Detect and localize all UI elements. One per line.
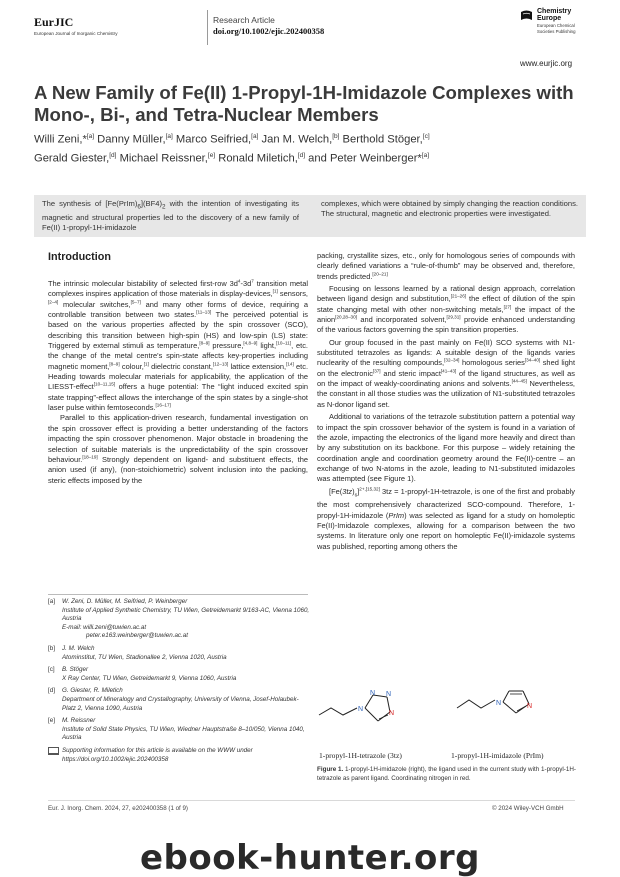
body-text: The perceived potential is based on the various properties affected by the spin crossover (SCO), describing this transition between high-spin (HS) and low-spin (LS) state: Triggered by external stimuli as temperature,: [48, 310, 308, 351]
publisher-sub-line1: European Chemical: [537, 23, 575, 28]
affiliation-institution: Institute of Solid State Physics, TU Wien, Wiedner Hauptstraße 8–10/050, Vienna 1040, Austria: [62, 725, 305, 742]
body-text: provide enhanced understanding of the various factors governing the spin transition properties.: [317, 315, 575, 335]
publisher-name-line1: Chemistry: [537, 8, 572, 15]
author-line-1: [34, 129, 594, 148]
body-text: sensors,: [277, 289, 308, 299]
abstract-box: [34, 195, 586, 237]
figure-1: [317, 688, 575, 760]
affiliation-e: [48, 717, 310, 743]
author-name: Jan M. Welch,: [258, 133, 333, 146]
affiliation-d: [48, 687, 310, 713]
publisher-name-line2: Europe: [537, 15, 562, 22]
article-doi-link[interactable]: doi.org/10.1002/ejic.202400358: [213, 26, 325, 36]
propyl-chain: [457, 700, 495, 708]
citation-ref[interactable]: ,[15,32]: [364, 486, 380, 492]
affiliation-names: W. Zeni, D. Müller, M. Seifried, P. Weinberger: [62, 598, 188, 605]
affiliation-label: [a]: [48, 598, 55, 605]
citation-ref[interactable]: [16–17]: [155, 402, 171, 408]
author-affiliation-ref: [a]: [251, 133, 259, 140]
footer-citation: Eur. J. Inorg. Chem. 2024, 27, e202400358 (1 of 9): [48, 805, 188, 812]
body-text: ): [352, 486, 355, 496]
subscript: 6: [354, 492, 358, 498]
watermark-text: ebook-hunter.org: [139, 838, 481, 877]
affiliation-email-link[interactable]: E-mail: willi.zeni@tuwien.ac.at: [62, 623, 147, 631]
header-divider: [207, 10, 208, 45]
body-text: dielectric constant,: [148, 361, 213, 371]
body-text: colour,: [119, 361, 144, 371]
body-text: [Fe(: [329, 486, 343, 496]
superscript: 7: [251, 278, 254, 284]
journal-header: [34, 15, 118, 36]
affiliation-names: J. M. Welch: [62, 644, 95, 652]
supporting-information-note: [48, 747, 310, 764]
body-text: of the ligand structures, as well as on the impact of weakly-coordinating anions and solvents.: [317, 368, 575, 389]
figure-label-imidazole: 1-propyl-1H-imidazole (PrIm): [451, 751, 544, 760]
author-affiliation-ref: [d]: [109, 152, 117, 160]
citation-ref[interactable]: [10–11,15]: [93, 381, 116, 387]
affiliation-label: [c]: [48, 666, 55, 674]
body-text: Our group focused in the past mainly on Fe(II) SCO systems with N1-substituted tetrazoles as ligands: A suitable design of the ligands varies nuclearity of the resulting compounds,: [317, 337, 575, 368]
citation-ref[interactable]: [20,28–30]: [335, 314, 357, 320]
tetrazole-ring: [365, 695, 390, 721]
body-text: etc. Heading towards molecular materials for applicability, the application of the LIESST-effect: [48, 361, 309, 392]
affiliation-names: G. Giester, R. Miletich: [62, 687, 123, 695]
affiliation-label: [d]: [48, 687, 55, 695]
abstract-subscript: 2: [162, 203, 166, 211]
affiliation-a: [48, 598, 310, 641]
author-affiliation-ref: [d]: [297, 152, 306, 160]
body-text: Focusing on lessons learned by a rational design approach, correlation between ligand design and substitution,: [317, 284, 575, 304]
author-affiliation-ref: [c]: [422, 133, 430, 140]
affiliation-c: [48, 666, 310, 683]
citation-ref[interactable]: [18–19]: [82, 454, 98, 460]
citation-ref[interactable]: [14]: [286, 361, 294, 367]
body-text: pressure,: [209, 341, 244, 351]
affiliation-b: [48, 645, 310, 662]
author-name: Willi Zeni,*: [34, 133, 87, 146]
body-text: the impact of the anion: [317, 304, 575, 325]
citation-ref[interactable]: [1]: [143, 361, 149, 367]
citation-ref[interactable]: [12–13]: [212, 361, 229, 367]
intro-paragraph-2: [48, 413, 308, 485]
figure-label-tetrazole: 1-propyl-1H-tetrazole (3tz): [319, 751, 402, 760]
citation-ref[interactable]: [8–9]: [109, 361, 120, 367]
body-text: The intrinsic molecular bistability of selected first-row 3d: [48, 279, 238, 288]
author-affiliation-ref: [a]: [165, 133, 173, 140]
chemistry-europe-logo[interactable]: [520, 8, 575, 34]
figure-caption-label: Figure 1.: [317, 766, 344, 773]
affiliation-email-link[interactable]: peter.e163.weinberger@tuwien.ac.at: [86, 632, 189, 640]
journal-site-link[interactable]: www.eurjic.org: [520, 59, 573, 68]
affiliations: [48, 598, 310, 768]
intro-paragraph-3: [317, 251, 575, 282]
body-text: -3d: [240, 279, 252, 288]
citation-ref[interactable]: [10–11]: [276, 340, 292, 346]
body-text: and incorporated solvent,: [356, 315, 447, 325]
superscript: 4: [237, 278, 241, 284]
coordinating-nitrogen-label: N: [389, 710, 395, 717]
body-text: transition metal complexes inspires application of those materials in display-devices,: [48, 279, 309, 299]
coordinating-nitrogen-label: N: [527, 703, 533, 710]
body-text-italic: 3tz: [342, 486, 353, 496]
author-affiliation-ref: [a]: [86, 133, 95, 140]
body-text: offers a huge potential: The “light induced excited spin state trapping”-effect allows the interchange of the spin states by a single-shot laser pulse within femtoseconds.: [48, 382, 308, 413]
body-text: homologous series: [459, 358, 525, 368]
body-right-column: [317, 251, 575, 552]
body-text: shed light on the electronic: [317, 358, 576, 378]
citation-ref[interactable]: [11–13]: [196, 309, 212, 315]
body-text: , etc. the change of the metal centre's spin-state affects key-properties including magnetic moment,: [48, 341, 308, 371]
affiliation-divider: [48, 594, 308, 595]
author-line-2: [34, 148, 594, 167]
ring-nitrogen-label: N: [496, 700, 502, 707]
publisher-sub-line2: Societies Publishing: [537, 29, 576, 34]
citation-ref[interactable]: [21–26]: [450, 293, 467, 299]
affiliation-institution: Atominstitut, TU Wien, Stadionallee 2, Vienna 1020, Austria: [62, 653, 227, 661]
imidazole-ring: [503, 691, 529, 713]
author-list: [34, 129, 594, 167]
body-text: packing, crystallite sizes, etc., only for homologous series of compounds with clearly defined variations a “rule-of-thumb” may be observed and, therefore, trends predicted.: [317, 251, 575, 281]
intro-paragraph-7: [317, 487, 575, 553]
superscript: 2+: [359, 486, 365, 492]
laptop-icon: [48, 747, 62, 764]
body-text: 3tz = 1-propyl-1H-tetrazole, is one of the first and probably the most comprehensively characterized SCO-compound. Therefore, 1-propyl-1H-imidazole (: [317, 486, 575, 520]
author-name: and Peter Weinberger*: [305, 152, 422, 165]
intro-paragraph-1: [48, 279, 308, 413]
figure-caption-text: 1-propyl-1H-imidazole (right), the ligand used in the current study with 1-propyl-1H-tetrazole as parent ligand. Coordinating nitrogen in red.: [317, 766, 576, 782]
citation-ref[interactable]: [4,8–9]: [243, 340, 258, 346]
section-heading-introduction: Introduction: [48, 251, 111, 263]
citation-ref[interactable]: [29,31]: [446, 314, 461, 320]
ring-nitrogen-label: N: [370, 690, 376, 697]
figure-caption: [317, 766, 577, 783]
body-text: and steric impact: [380, 368, 441, 378]
footer-copyright: © 2024 Wiley-VCH GmbH: [492, 805, 564, 812]
citation-ref[interactable]: [20–21]: [372, 271, 388, 277]
author-name: Danny Müller,: [94, 133, 166, 146]
author-affiliation-ref: [b]: [332, 133, 340, 140]
body-text: the effect of dilution of the spin state changing metal with other non-switching metals,: [317, 294, 575, 314]
body-text: Nevertheless, the constant in all those studies was the utilization of N1-substituted tetrazoles as N-donor ligand set.: [317, 379, 575, 409]
citation-ref[interactable]: [5–7]: [130, 299, 141, 305]
citation-ref[interactable]: [34–40]: [524, 357, 541, 363]
affiliation-label: [b]: [48, 644, 55, 652]
abstract-left-column: [42, 199, 299, 233]
author-name: Michael Reissner,: [116, 152, 208, 165]
abstract-text: with the intention of investigating its magnetic and structural properties led to the discovery of a new family of Fe(II) 1-propyl-1H-imidazole: [42, 199, 299, 233]
article-header: [213, 15, 324, 36]
body-text: ]: [357, 486, 360, 496]
body-text: Additional to variations of the tetrazole substitution pattern a potential way to impact the spin crossover behavior of the system is found in a variation of the azole, impacting the electronics of the ligand more heavily and direct than by any substitution on its backbone. For this purpose – widely retaining the coordination angle and coordination geometry around the Fe(II)-centre – an exchange of two N-atoms in the azole, leading to N1-substituted imidazoles was attempted (see Figure 1).: [317, 412, 575, 484]
abstract-text: ](BF4): [140, 199, 163, 208]
supporting-information-link[interactable]: Supporting information for this article is available on the WWW under https://doi.org/10.1002/ejic.202400358: [62, 746, 253, 763]
author-name: Gerald Giester,: [34, 152, 110, 165]
journal-abbr: EurJIC: [34, 15, 74, 29]
ring-nitrogen-label: N: [358, 706, 364, 713]
abstract-subscript: 6: [137, 203, 141, 211]
citation-ref[interactable]: [1]: [272, 288, 278, 294]
citation-ref[interactable]: [41–43]: [440, 368, 457, 374]
affiliation-label: [e]: [48, 717, 55, 725]
body-text: ) was selected as ligand for a study on homoleptic Fe(II)-Imidazole complexes, allowing for a comparison between the two systems. In literature only one report on homoleptic Fe(II)-imidazole systems was published, reporting among others the: [317, 510, 575, 551]
author-name: Marco Seifried,: [172, 133, 252, 146]
citation-ref[interactable]: [37]: [372, 368, 381, 374]
intro-paragraph-6: [317, 412, 575, 484]
citation-ref[interactable]: [2–4]: [48, 299, 59, 305]
affiliation-institution: Department of Mineralogy and Crystallography, University of Vienna, Josef-Holaubek-Platz 2, Vienna 1090, Austria: [62, 695, 299, 712]
author-affiliation-ref: [e]: [207, 152, 216, 160]
footer-divider: [48, 800, 575, 801]
body-left-column: [48, 279, 308, 486]
body-text: and many other forms of device, requiring a controllable transition between two states.: [48, 299, 308, 320]
affiliation-institution: X Ray Center, TU Wien, Getreidemarkt 9, Vienna 1060, Austria: [62, 674, 237, 682]
affiliation-institution: Institute of Applied Synthetic Chemistry, TU Wien, Getreidemarkt 9/163-AC, Vienna 1060, Austria: [62, 606, 310, 623]
citation-ref[interactable]: [8–9]: [199, 340, 210, 346]
intro-paragraph-4: [317, 284, 575, 336]
affiliation-names: M. Reissner: [62, 717, 96, 725]
article-title: A New Family of Fe(II) 1-Propyl-1H-Imidazole Complexes with Mono-, Bi-, and Tetra-Nuclear Members: [34, 82, 574, 125]
chemistry-europe-logo-icon: [520, 9, 533, 22]
author-name: Ronald Miletich,: [215, 152, 298, 165]
abstract-right-column: complexes, which were obtained by simply changing the reaction conditions. The structural, magnetic and electronic properties were investigated.: [321, 199, 578, 219]
author-affiliation-ref: [a]: [421, 152, 430, 160]
citation-ref[interactable]: [27]: [503, 304, 512, 310]
body-text-italic: PrIm: [388, 510, 405, 520]
propyl-chain: [319, 708, 357, 715]
intro-paragraph-5: [317, 338, 575, 410]
citation-ref[interactable]: [32–34]: [444, 357, 460, 363]
citation-ref[interactable]: [44–45]: [511, 378, 527, 384]
author-name: Berthold Stöger,: [339, 133, 423, 146]
abstract-text: The synthesis of [Fe(PrIm): [42, 199, 138, 208]
body-text: molecular switches,: [58, 299, 131, 309]
journal-full-name: European Journal of Inorganic Chemistry: [34, 31, 118, 36]
ring-nitrogen-label: N: [386, 691, 392, 698]
body-text: Parallel to this application-driven research, fundamental investigation on the spin crossover effect is providing a better understanding of the factors impacting the spin crossover phenomenon. Major obstacle in broadening the selection of suitable materials is the unpredictability of the spin crossover behaviour.: [48, 413, 308, 464]
body-text: light,: [257, 341, 277, 351]
article-type: Research Article: [213, 15, 275, 25]
body-text: lattice extension,: [228, 361, 287, 371]
ligand-structures-drawing: [317, 688, 575, 750]
affiliation-names: B. Stöger: [62, 666, 89, 674]
body-text: Strongly dependent on ligand- and substituent effects, the anion used (if any), (non-stoichiometric) solvent inclusion into the packing, steric effects imposed by the: [48, 454, 308, 485]
